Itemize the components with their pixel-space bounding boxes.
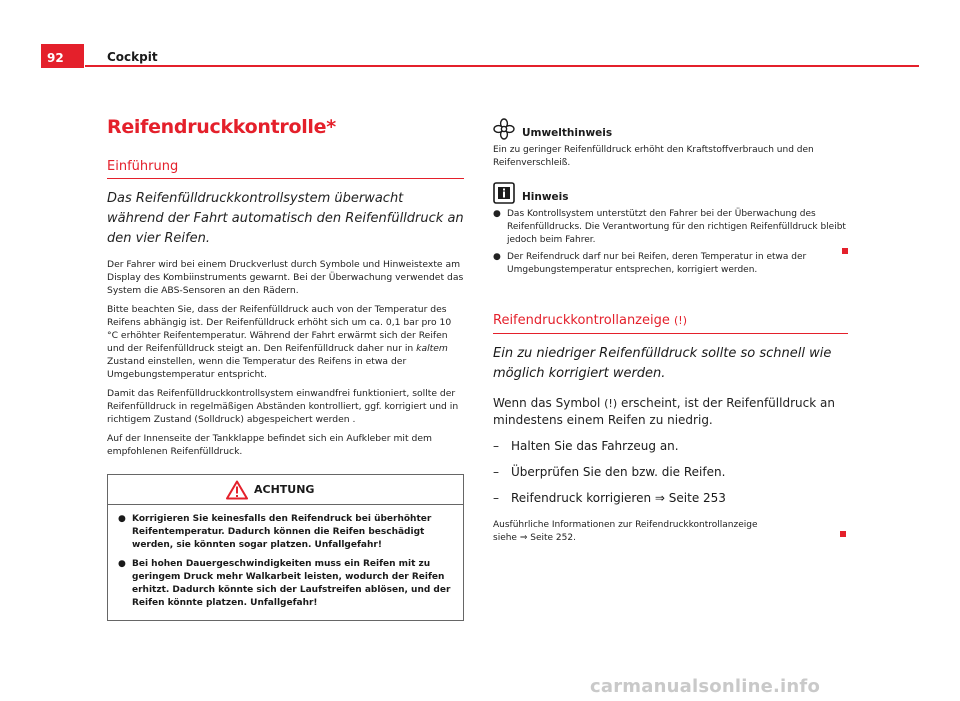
step-item bbox=[493, 438, 848, 455]
step-text: Überprüfen Sie den bzw. die Reifen. bbox=[511, 465, 726, 479]
body-part: erscheint, ist der Reifenfülldruck an mindestens einem Reifen zu niedrig. bbox=[493, 396, 835, 427]
emphasis: kaltem bbox=[416, 343, 448, 354]
intro-text: Das Reifenfülldruckkontrollsystem überwacht während der Fahrt automatisch den Reifenfülldruck an den vier Reifen. bbox=[107, 191, 464, 246]
watermark: carmanualsonline.info bbox=[590, 676, 821, 697]
step-text: Halten Sie das Fahrzeug an. bbox=[511, 439, 679, 453]
warning-header bbox=[108, 475, 463, 505]
right-column bbox=[493, 118, 848, 545]
hint-note-header bbox=[493, 182, 848, 204]
dash: – bbox=[493, 439, 499, 453]
tire-pressure-warning-icon: (!) bbox=[674, 314, 688, 327]
warning-item-text: Korrigieren Sie keinesfalls den Reifendruck bei überhöhter Reifentemperatur. Dadurch können die Reifen beschädigt werden, sie könnten sogar platzen. Unfallgefahr! bbox=[132, 514, 432, 550]
hint-note-text bbox=[493, 208, 848, 277]
body-part: Wenn das Symbol bbox=[493, 396, 605, 410]
bullet: ● bbox=[118, 514, 126, 524]
warning-item bbox=[118, 513, 453, 552]
hint-item bbox=[493, 251, 848, 277]
bullet: ● bbox=[493, 252, 501, 262]
paragraph: Auf der Innenseite der Tankklappe befindet sich ein Aufkleber mit dem empfohlenen Reifenfülldruck. bbox=[107, 433, 432, 457]
step-item bbox=[493, 490, 848, 507]
warning-body bbox=[108, 505, 463, 620]
bullet: ● bbox=[118, 559, 126, 569]
hint-note bbox=[493, 182, 848, 277]
hint-item-text: Das Kontrollsystem unterstützt den Fahrer bei der Überwachung des Reifenfülldrucks. Die Verantwortung für den richtigen Reifenfülldruck bleibt jedoch beim Fahrer. bbox=[507, 209, 846, 245]
section-intro: Ein zu niedriger Reifenfülldruck sollte so schnell wie möglich korrigiert werden. bbox=[493, 346, 832, 381]
paragraph: Damit das Reifenfülldruckkontrollsystem einwandfrei funktioniert, sollte der Reifenfülldruck in regelmäßigen Abständen kontrolliert, ggf. korrigiert und in richtigem Zustand (Solldruck) abgespeichert werden . bbox=[107, 388, 459, 425]
reference-text: Ausführliche Informationen zur Reifendruckkontrollanzeige siehe ⇒ Seite 252. bbox=[493, 520, 758, 543]
warning-title: ACHTUNG bbox=[254, 483, 315, 496]
end-marker bbox=[842, 248, 848, 254]
warning-triangle-icon bbox=[226, 480, 248, 500]
environment-note-title: Umwelthinweis bbox=[522, 127, 613, 139]
page-number: 92 bbox=[41, 44, 84, 68]
warning-item-text: Bei hohen Dauergeschwindigkeiten muss ein Reifen mit zu geringem Druck mehr Walkarbeit leisten, wodurch der Reifen erhitzt. Dadurch könnte sich der Laufstreifen ablösen, und der Reifen könnte platzen. Unfallgefahr! bbox=[132, 559, 451, 608]
paragraph: Der Fahrer wird bei einem Druckverlust durch Symbole und Hinweistexte am Display des Kombiinstruments gewarnt. Bei der Überwachung verwendet das System die ABS-Sensoren an den Rädern. bbox=[107, 259, 464, 296]
section-subtitle: Einführung bbox=[107, 159, 464, 179]
header-rule bbox=[85, 65, 919, 67]
tire-pressure-warning-icon: (!) bbox=[604, 397, 618, 410]
section-body bbox=[493, 395, 848, 429]
page-title: Reifendruckkontrolle* bbox=[107, 116, 336, 138]
dash: – bbox=[493, 491, 499, 505]
step-item bbox=[493, 464, 848, 481]
flower-icon bbox=[493, 118, 515, 140]
hint-item bbox=[493, 208, 848, 247]
page-reference-link[interactable]: Reifendruck korrigieren ⇒ Seite 253 bbox=[511, 491, 726, 505]
section-header: Cockpit bbox=[107, 50, 158, 64]
warning-item bbox=[118, 558, 453, 610]
info-icon bbox=[493, 182, 515, 204]
reference-note bbox=[493, 519, 848, 545]
end-marker bbox=[840, 531, 846, 537]
section-title bbox=[493, 313, 848, 334]
paragraph bbox=[107, 303, 464, 381]
environment-note-text: Ein zu geringer Reifenfülldruck erhöht den Kraftstoffverbrauch und den Reifenverschleiß. bbox=[493, 145, 814, 168]
section-title-text: Reifendruckkontrollanzeige bbox=[493, 313, 670, 328]
dash: – bbox=[493, 465, 499, 479]
left-column bbox=[107, 116, 464, 621]
bullet: ● bbox=[493, 209, 501, 219]
paragraph-part: Bitte beachten Sie, dass der Reifenfülldruck auch von der Temperatur des Reifens abhängig ist. Der Reifenfülldruck erhöht sich um ca. 0,1 bar pro 10 °C erhöhter Reifentemperatur. Während der Fahrt erwärmt sich der Reifen und der Reifenfülldruck steigt an. Den Reifenfülldruck daher nur in bbox=[107, 304, 452, 354]
paragraph-part: Zustand einstellen, wenn die Temperatur des Reifens in etwa der Umgebungstemperatur entspricht. bbox=[107, 356, 407, 380]
hint-item-text: Der Reifendruck darf nur bei Reifen, deren Temperatur in etwa der Umgebungstemperatur entsprechen, korrigiert werden. bbox=[507, 252, 807, 275]
environment-note-header bbox=[493, 118, 848, 140]
hint-note-title: Hinweis bbox=[522, 191, 569, 203]
warning-box bbox=[107, 474, 464, 621]
